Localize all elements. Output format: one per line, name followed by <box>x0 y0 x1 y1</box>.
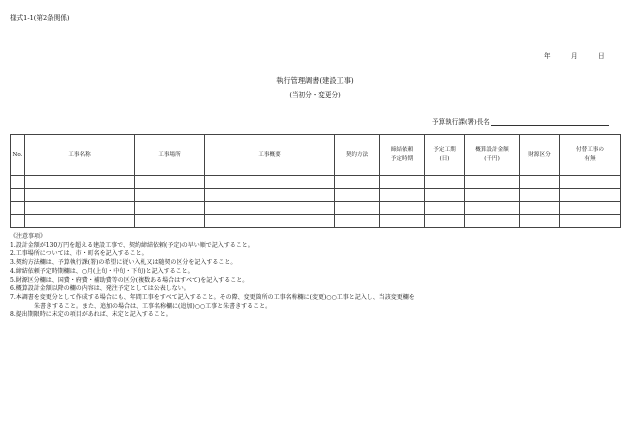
table-header-row <box>11 135 621 176</box>
note-item: 4.締結依頼予定時期欄は、○月(上旬・中旬・下旬)と記入すること。 <box>10 267 194 275</box>
table-cell <box>11 202 25 215</box>
note-item-continuation: 朱書きすること。また、追加の場合は、工事名称欄に(追加)○○工事と朱書きすること。 <box>34 302 272 310</box>
notes-heading: 《注意事項》 <box>10 233 47 240</box>
table-cell <box>25 176 135 189</box>
table-cell <box>465 189 520 202</box>
table-cell <box>135 176 205 189</box>
header-cell-estimated-amount: 概算設計金額 (千円) <box>465 135 520 176</box>
note-item: 6.概算設計金額以降の欄の内容は、発注予定としては公表しない。 <box>10 285 190 293</box>
table-cell <box>25 189 135 202</box>
table-cell <box>520 202 560 215</box>
form-number: 様式1-1(第2条関係) <box>10 14 70 22</box>
table-cell <box>335 189 380 202</box>
table-cell <box>135 215 205 228</box>
table-cell <box>335 202 380 215</box>
note-item: 8.提出期限時に未定の項目があれば、未定と記入すること。 <box>10 311 172 319</box>
table-cell <box>11 189 25 202</box>
header-cell-project-location: 工事場所 <box>135 135 205 176</box>
note-item: 3.契約方法欄は、予算執行課(署)の希望に従い入札又は随契の区分を記入すること。 <box>10 259 237 267</box>
table-cell <box>135 189 205 202</box>
header-cell-no: No. <box>11 135 25 176</box>
dept-head-name-field <box>432 116 609 126</box>
notes-section <box>10 233 415 320</box>
table-cell <box>335 176 380 189</box>
header-cell-request-timing: 締結依頼 予定時期 <box>380 135 425 176</box>
note-item: 7.本調書を変更分として作成する場合にも、年間工事をすべて記入すること。その際、変更箇所の工事名称欄に(変更)○○工事と記入し、当該変更欄を <box>10 293 415 301</box>
table-cell <box>425 176 465 189</box>
table-cell <box>520 176 560 189</box>
header-cell-planned-period: 予定工期 (日) <box>425 135 465 176</box>
table-cell <box>425 215 465 228</box>
table-cell <box>560 176 621 189</box>
dept-head-label: 予算執行課(署)長名 <box>432 118 490 126</box>
table-cell <box>205 202 335 215</box>
note-item: 1.設計金額が130万円を超える建設工事で、契約締結依頼(予定)の早い順で記入すること。 <box>10 241 254 249</box>
note-item: 5.財源区分欄は、国費・府費・補助費等の区分(複数ある場合はすべて)を記入すること。 <box>10 276 249 284</box>
table-cell <box>425 202 465 215</box>
table-cell <box>11 215 25 228</box>
management-table <box>10 134 621 228</box>
signature-line <box>491 118 609 126</box>
document-subtitle: (当初分・変更分) <box>289 91 341 99</box>
table-cell <box>560 189 621 202</box>
table-row <box>11 202 621 215</box>
table-cell <box>380 189 425 202</box>
header-cell-contract-method: 契約方法 <box>335 135 380 176</box>
table-cell <box>25 202 135 215</box>
table-cell <box>205 215 335 228</box>
table-cell <box>205 189 335 202</box>
table-cell <box>465 176 520 189</box>
table-row <box>11 215 621 228</box>
table-cell <box>335 215 380 228</box>
table-row <box>11 176 621 189</box>
header-cell-project-summary: 工事概要 <box>205 135 335 176</box>
date-month-label: 月 <box>571 52 578 60</box>
table-cell <box>465 215 520 228</box>
table-row <box>11 189 621 202</box>
table-cell <box>380 202 425 215</box>
table-cell <box>380 215 425 228</box>
date-day-label: 日 <box>598 52 605 60</box>
table-cell <box>135 202 205 215</box>
table-cell <box>25 215 135 228</box>
note-item: 2.工事場所については、市・町名を記入すること。 <box>10 250 148 258</box>
table-cell <box>560 202 621 215</box>
table-cell <box>11 176 25 189</box>
table-cell <box>465 202 520 215</box>
header-cell-funding-category: 財源区分 <box>520 135 560 176</box>
table-cell <box>425 189 465 202</box>
table-cell <box>520 189 560 202</box>
table-cell <box>520 215 560 228</box>
table-cell <box>380 176 425 189</box>
document-title: 執行管理調書(建設工事) <box>276 76 354 85</box>
table-cell <box>205 176 335 189</box>
header-cell-reroute-work: 付替工事の 有無 <box>560 135 621 176</box>
header-cell-project-name: 工事名称 <box>25 135 135 176</box>
table-cell <box>560 215 621 228</box>
date-year-label: 年 <box>544 52 551 60</box>
